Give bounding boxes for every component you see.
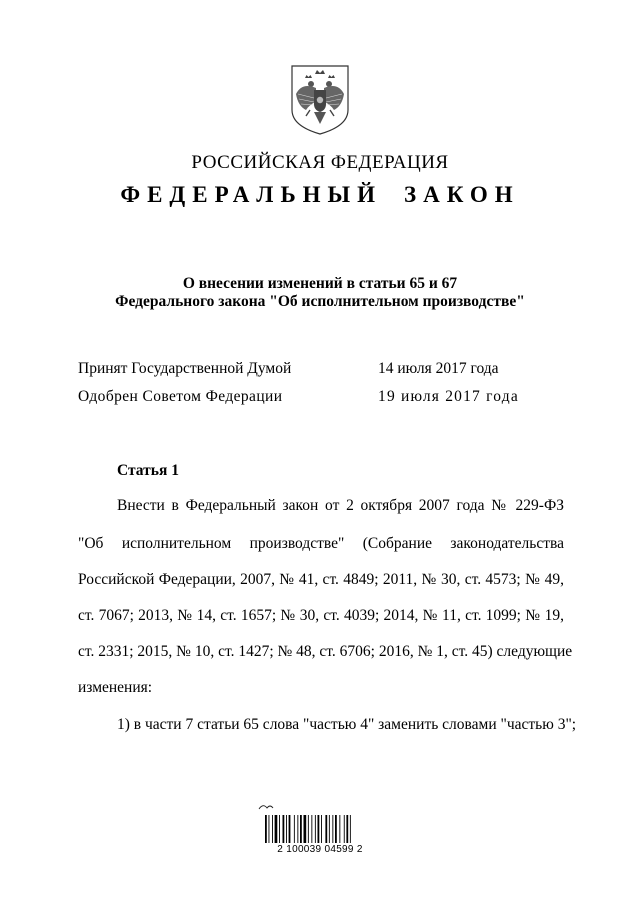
article-text-line-2: "Об исполнительном производстве" (Собрание законодательства: [78, 535, 564, 552]
document-type-heading: [0, 182, 640, 208]
adopted-label: Принят Государственной Думой: [78, 360, 292, 377]
law-title: [0, 275, 640, 311]
doctype-word-2: ЗАКОН: [404, 182, 520, 207]
coat-of-arms-icon: [288, 64, 352, 136]
article-text-line-5: ст. 2331; 2015, № 10, ст. 1427; № 48, ст. 6706; 2016, № 1, ст. 45) следующие: [78, 643, 573, 660]
signature-mark: [259, 806, 273, 809]
country-heading: РОССИЙСКАЯ ФЕДЕРАЦИЯ: [191, 152, 449, 173]
law-title-line-2: Федерального закона "Об исполнительном производстве": [115, 293, 525, 310]
article-text-line-4: ст. 7067; 2013, № 14, ст. 1657; № 30, ст. 4039; 2014, № 11, ст. 1099; № 19,: [78, 607, 564, 624]
article-heading: Статья 1: [117, 462, 179, 479]
article-item-1: 1) в части 7 статьи 65 слова "частью 4" заменить словами "частью 3";: [117, 716, 577, 733]
approved-date: 19 июля 2017 года: [378, 388, 519, 405]
barcode-number: 2 100039 04599 2: [277, 844, 363, 855]
doctype-word-1: ФЕДЕРАЛЬНЫЙ: [120, 182, 383, 207]
article-text-line-3: Российской Федерации, 2007, № 41, ст. 4849; 2011, № 30, ст. 4573; № 49,: [78, 571, 564, 588]
article-text-line-6: изменения:: [78, 679, 153, 696]
approved-label: Одобрен Советом Федерации: [78, 388, 283, 405]
law-title-line-1: О внесении изменений в статьи 65 и 67: [182, 275, 458, 292]
adopted-date: 14 июля 2017 года: [378, 360, 499, 377]
article-text-line-1: Внести в Федеральный закон от 2 октября 2007 года № 229-ФЗ: [117, 497, 564, 514]
